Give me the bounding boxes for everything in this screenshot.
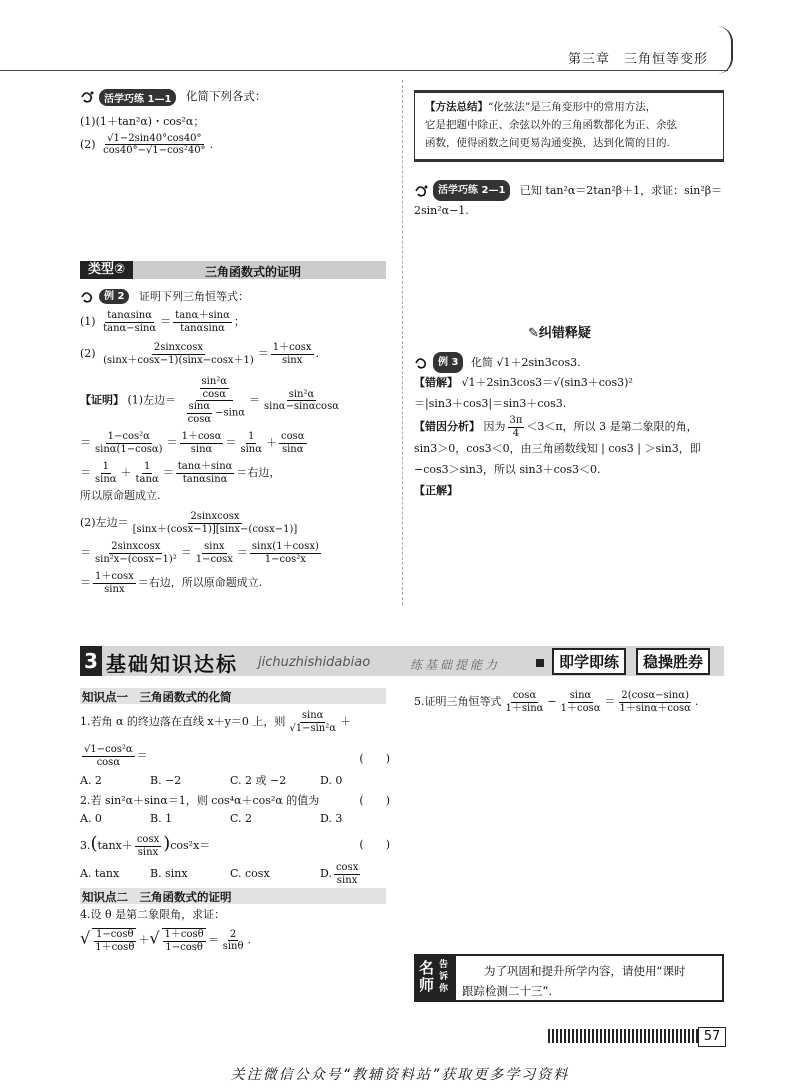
fraction (262, 389, 341, 413)
numerator: 2 (229, 928, 237, 940)
practice-text: 2sin²α−1. (414, 204, 469, 218)
equals: ＝ (207, 933, 219, 947)
banner-box-2: 稳操胜券 (636, 648, 710, 675)
denominator: cosα (96, 756, 121, 768)
denominator: cosα (202, 388, 227, 400)
banner-square-icon (536, 659, 544, 667)
fraction (135, 834, 161, 858)
analysis-text: sin3＞0，cos3＜0，由三角函数线知 | cos3 | ＞sin3，即 (414, 442, 701, 456)
question-4 (80, 908, 251, 953)
fraction (221, 929, 246, 953)
denominator: 1＋sinα＋cosα (619, 702, 691, 714)
option-c: C. cosx (230, 866, 270, 880)
fraction (508, 415, 525, 439)
method-text: 函数，使得函数之间更易沟通变换，达到化简的目的. (425, 136, 670, 149)
option-c: C. 2 (230, 811, 253, 825)
denominator (182, 401, 247, 425)
question-text: 1.若角 α 的终边落在直线 x＋y＝0 上，则 (80, 715, 286, 728)
practice-item-2 (80, 133, 266, 157)
fraction (271, 342, 314, 366)
swirl-icon (414, 184, 430, 198)
wrong-text: ＝|sin3＋cos3|＝sin3＋cos3. (414, 397, 567, 411)
proof-tag: 【证明】 (80, 393, 124, 407)
denominator: 1＋cosθ (95, 941, 135, 953)
method-tag: 【方法总结】 (425, 101, 488, 113)
denominator: 1＋cosα (560, 702, 601, 714)
denominator: (sinx＋cosx−1)(sinx−cosx＋1) (103, 354, 254, 366)
denominator: 4 (512, 427, 520, 439)
option-b: B. 1 (150, 811, 173, 825)
practice-badge: 活学巧练 2—1 (433, 180, 510, 201)
swirl-icon (414, 356, 430, 370)
example-prompt: 化简 √1＋2sin3cos3. (470, 355, 581, 369)
numerator: 1−cosθ (96, 929, 134, 941)
denominator: √1−sin²α (289, 722, 336, 734)
footer-note: 关注微信公众号“教辅资料站”获取更多学习资料 (230, 1067, 570, 1083)
teacher-text-line: 跟踪检测二十三”. (462, 983, 553, 998)
practice-prompt: 化简下列各式： (185, 89, 267, 103)
proof-result: ＝右边，所以原命题成立. (137, 576, 263, 590)
answer-paren: ( ) (359, 752, 390, 765)
denominator: sinx (281, 354, 303, 366)
errata-title (528, 322, 591, 341)
numerator: 1 (248, 431, 255, 442)
term: cos²x＝ (170, 839, 211, 852)
example-item-1: (1) $\frac{\tan\alpha\sin\alpha}{\tan\alpha-\sin\alpha}$ ＝ $\frac{\tan\alpha+\sin\alpha}{\tan\alpha\sin\alpha}$ ； (80, 310, 245, 334)
fraction (504, 690, 546, 714)
sqrt-icon: √ (149, 928, 160, 948)
teacher-tip-box (414, 954, 724, 1002)
denominator: sinx (336, 874, 358, 886)
sqrt-icon: √ (80, 928, 91, 948)
option-b: B. sinx (150, 866, 188, 880)
numerator: 1＋cosx (272, 342, 312, 353)
header-bracket (717, 26, 733, 74)
numerator: 1 (143, 461, 151, 472)
practice-badge: 活学巧练 1—1 (99, 89, 176, 106)
numerator: sinx(1＋cosx) (251, 541, 319, 553)
practice-text: 已知 tan²α＝2tan²β＋1，求证：sin²β＝ (519, 183, 723, 197)
fraction (134, 461, 161, 485)
fraction (92, 928, 136, 953)
numerator: 2sinxcosx (153, 342, 204, 353)
option-d: D. 0 (320, 774, 343, 787)
example-badge: 例 3 (433, 352, 463, 373)
chapter-header: 第三章 三角恒等变形 (567, 52, 708, 67)
denominator: sinα−sinαcosα (264, 401, 339, 412)
fraction (334, 862, 360, 886)
plus: ＋ (265, 436, 277, 449)
numerator: 2(cosα−sinα) (621, 690, 689, 701)
denominator: tanα−sinα (103, 322, 157, 334)
denominator: cos40°−√1−cos²40° (103, 145, 206, 156)
fraction (238, 431, 264, 455)
wrong-tag: 【错解】 (414, 376, 458, 390)
wrong-text: √1＋2sin3cos3＝√(sin3＋cos3)² (461, 376, 633, 390)
banner-box-1: 即学即练 (552, 648, 626, 675)
answer-paren: ( ) (359, 838, 390, 851)
method-text: 它是把题中除正、余弦以外的三角函数都化为正、余弦 (425, 118, 677, 131)
fraction (93, 431, 165, 455)
punct: . (694, 695, 699, 708)
numerator: cosα (512, 690, 537, 701)
teacher-logo-small: 告诉你 (439, 960, 449, 994)
denominator: tanαsinα (180, 322, 225, 334)
fraction (194, 541, 235, 565)
fraction (93, 571, 136, 595)
equals: ＝ (604, 695, 616, 708)
column-divider (402, 80, 403, 605)
fraction (101, 310, 158, 334)
banner-pinyin: jichuzhishidabiao (258, 655, 371, 670)
example-prompt: 证明下列三角恒等式： (138, 289, 249, 303)
example-item-2: (2) $\frac{\text{2sinxcosx}}{(\sin x+\cos x-1)(\sin x-\cos x+1)}$ ＝ $\frac{1+\cos x}{\sin x}$ . (80, 342, 320, 366)
denominator: sinθ (222, 941, 244, 953)
plus: ＋ (339, 715, 351, 728)
fraction (162, 928, 206, 953)
kp2-title: 知识点二 三角函数式的证明 (82, 890, 232, 904)
numerator: tanαsinα (107, 310, 152, 321)
method-summary (414, 90, 724, 162)
option-c: C. 2 或 −2 (230, 774, 287, 787)
fraction (287, 710, 338, 734)
teacher-logo (416, 956, 456, 1000)
fraction (617, 690, 692, 714)
fraction (250, 541, 321, 565)
denominator: sinα (95, 473, 117, 485)
numerator: sin²α (288, 388, 315, 400)
pencil-icon: ✎ (528, 326, 539, 341)
fraction (93, 541, 179, 565)
numerator: 2sinxcosx (190, 511, 240, 523)
fraction (186, 401, 214, 425)
option-b: B. −2 (150, 774, 182, 787)
term: tanx＋ (97, 839, 133, 852)
numerator: √1−cos²α (84, 744, 133, 755)
numerator: 3π (509, 415, 523, 427)
swirl-icon (80, 290, 96, 304)
numerator: sinα (569, 690, 592, 701)
denominator: sinα (281, 443, 304, 455)
proof-line-2: ＝ $\frac{\text{1−cos²α}}{\sin\alpha(1-\cos\alpha)}$ ＝ $\frac{1+\cos\alpha}{\sin\alpha}$ ＝ $\frac{1}{\sin\alpha}$ ＋ $\frac{\cos\alpha}{\sin\alpha}$ (80, 431, 305, 455)
denominator: 1−cosθ (165, 941, 203, 953)
option-d (320, 862, 362, 886)
analysis-tag: 【错因分析】 (414, 420, 480, 434)
plus: ＋ (138, 933, 150, 947)
numerator: 1＋cosx (95, 571, 134, 583)
option-d: D. 3 (320, 811, 343, 825)
denominator: tanα (135, 473, 159, 485)
fraction (176, 461, 235, 485)
page-number-stripe (548, 1029, 698, 1043)
numerator: tanα＋sinα (177, 461, 233, 472)
fraction (173, 310, 232, 334)
teacher-text-line: 为了巩固和提升所学内容，请使用“课时 (484, 964, 686, 978)
option-a: A. 0 (80, 811, 102, 825)
numerator: sinα (301, 710, 324, 721)
denominator: sinα(1−cosα) (95, 443, 163, 455)
denominator: sinx (137, 846, 159, 858)
page-number: 57 (698, 1027, 726, 1047)
banner-title: 基础知识达标 (106, 652, 238, 676)
proof-line-1: 【证明】 (1)左边＝ $\frac{\text{sin²α}}{\cos\alpha}$ $\frac{\sin\alpha}{\cos\alpha}$ −sinα ＝ $\frac{\text{sin²α}}{\sin\alpha-\sin\alpha\cos\alpha}$ (80, 376, 339, 425)
proof-line-6: ＝ $\frac{1+\cos x}{\sin x}$ ＝右边，所以原命题成立. (80, 571, 263, 595)
punct: . (315, 347, 320, 360)
question-text: 4.设 θ 是第二象限角，求证： (80, 908, 226, 921)
analysis-text: 因为 (483, 420, 506, 434)
proof-lead: (1)左边＝ (127, 393, 177, 407)
punct: . (209, 137, 214, 151)
proof-line-5: ＝ $\frac{\text{2sinxcosx}}{\text{sin²x−(cosx−1)²}}$ ＝ $\frac{\sin x}{1-\cos x}$ ＝ $\frac{\sin x(1+\cos x)}{\text{1−cos²x}}$ (80, 541, 319, 565)
numerator: tanα＋sinα (175, 310, 230, 321)
question-label: 3. (80, 839, 91, 852)
minus: − (547, 695, 557, 708)
denominator: sin²x−(cosx−1)² (95, 553, 177, 565)
practice-item-1: (1)(1＋tan²α)・cos²α； (80, 114, 205, 128)
example-badge: 例 2 (99, 289, 129, 304)
proof-result: ＝右边， (236, 466, 281, 479)
item-label: (2) (80, 347, 96, 360)
type2-label: 类型② (80, 261, 133, 279)
denominator: sinx (104, 583, 125, 595)
paren-close: ) (163, 833, 171, 854)
fraction (200, 376, 230, 400)
proof-lead: (2)左边＝ (80, 516, 129, 530)
punct: ； (233, 315, 245, 328)
question-3 (80, 832, 390, 886)
fraction (82, 744, 135, 768)
question-text: 2.若 sin²α＋sinα＝1，则 cos⁴α＋cos²α 的值为 (80, 794, 320, 807)
option-a: A. 2 (80, 774, 102, 787)
method-text: “化弦法”是三角变形中的常用方法， (488, 101, 657, 113)
type2-title: 三角函数式的证明 (205, 265, 302, 279)
banner-slogan: 练基础提能力 (410, 658, 501, 672)
denominator: 1−cosx (195, 553, 233, 565)
proof-line-3: ＝ $\frac{1}{\sin\alpha}$ ＋ $\frac{1}{\tan\alpha}$ ＝ $\frac{\tan\alpha+\sin\alpha}{\tan\alpha\sin\alpha}$ ＝右边， (80, 461, 281, 485)
numerator: 1−cos²α (107, 431, 150, 442)
numerator: cosx (335, 862, 359, 873)
numerator: 1＋cosα (181, 431, 222, 442)
example-3 (414, 352, 701, 502)
denominator: 1−cos²x (264, 553, 306, 565)
kp1-title: 知识点一 三角函数式的化简 (82, 690, 232, 704)
question-1 (80, 710, 390, 788)
numerator: sinα (188, 401, 211, 412)
fraction (279, 431, 307, 455)
term: −sinα (215, 407, 246, 419)
fraction (131, 511, 300, 535)
fraction (101, 342, 256, 366)
teacher-logo-big: 名师 (419, 959, 435, 994)
compound-fraction (182, 376, 247, 425)
question-text: 5.证明三角恒等式 (414, 695, 502, 708)
numerator: √1−2sin40°cos40° (107, 132, 202, 144)
numerator (196, 376, 234, 401)
errata-title-text: 纠错释疑 (538, 326, 591, 341)
correct-tag: 【正解】 (414, 483, 458, 497)
fraction (101, 133, 207, 157)
swirl-icon (80, 90, 96, 104)
fraction (180, 431, 224, 455)
punct: . (247, 933, 251, 947)
answer-paren: ( ) (359, 794, 390, 807)
fraction (559, 690, 603, 714)
numerator: sinx (204, 541, 225, 553)
practice-1-1 (80, 88, 266, 157)
numerator: sin²α (201, 376, 228, 387)
denominator: cosα (187, 413, 212, 425)
numerator: cosα (280, 431, 305, 442)
question-2 (80, 792, 390, 827)
denominator: [sinx＋(cosx−1)][sinx−(cosx−1)] (132, 523, 298, 535)
header-rule (0, 70, 728, 71)
proof-line-4 (80, 511, 343, 535)
analysis-text: −cos3＞sin3，所以 sin3＋cos3＜0. (414, 463, 601, 477)
denominator: sinα (190, 443, 213, 455)
denominator: 1＋sinα (505, 702, 544, 714)
item-label: (1) (80, 315, 96, 328)
practice-2-1 (414, 180, 722, 222)
numerator: 1＋cosθ (164, 929, 204, 941)
example-2 (80, 289, 343, 595)
banner-number: 3 (80, 646, 102, 676)
fraction (93, 461, 119, 485)
numerator: 2sinxcosx (111, 541, 161, 553)
numerator: cosx (136, 834, 160, 845)
option-label: D. (320, 867, 332, 880)
denominator: sinα (240, 443, 262, 455)
item-label: (2) (80, 137, 96, 151)
numerator: 1 (102, 461, 109, 472)
teacher-text (462, 962, 686, 1001)
proof-conclusion-1: 所以原命题成立. (80, 489, 161, 502)
option-a: A. tanx (80, 866, 120, 880)
analysis-text: ＜3＜π，所以 3 是第二象限的角， (526, 420, 698, 434)
question-5 (414, 690, 698, 714)
denominator: tanαsinα (182, 473, 228, 485)
paren-open: ( (90, 833, 98, 854)
equals: ＝ (136, 749, 148, 762)
